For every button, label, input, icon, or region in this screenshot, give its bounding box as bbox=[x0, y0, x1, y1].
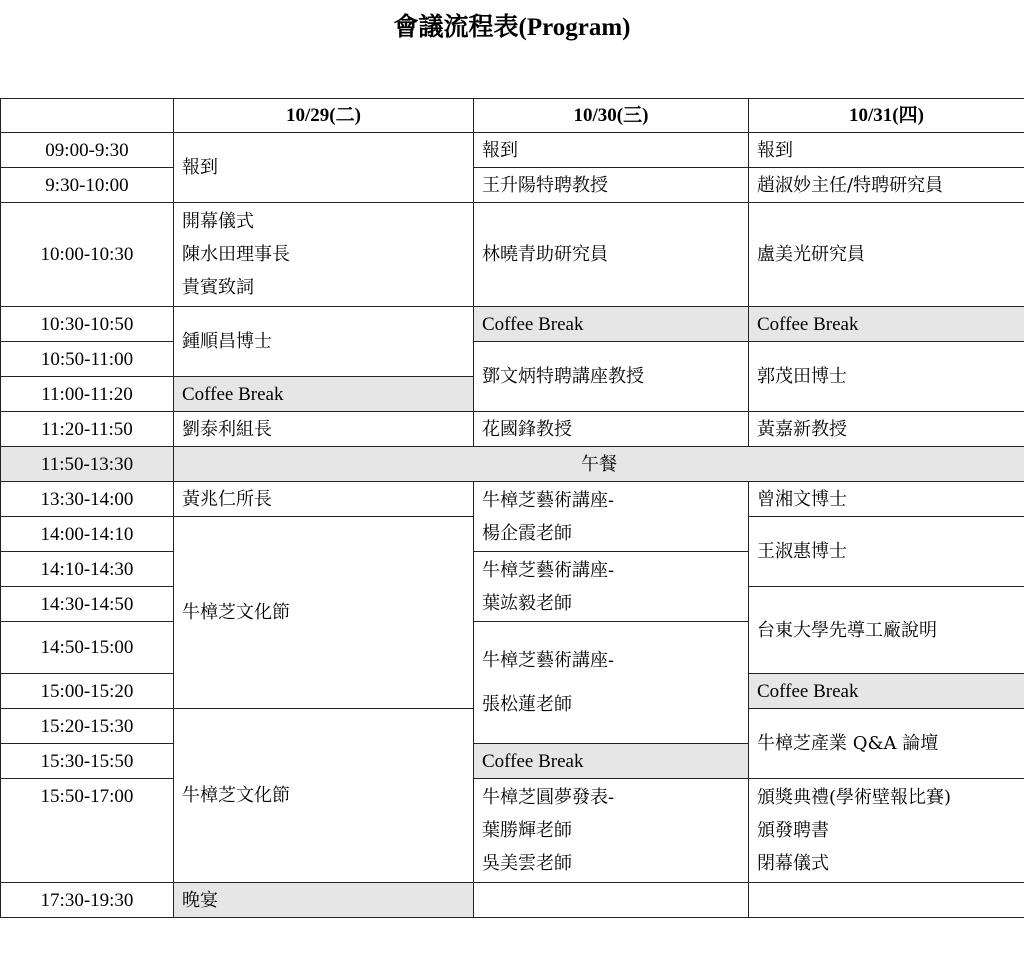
table-row bbox=[1, 412, 1024, 447]
day1-talk-zhong: 鍾順昌博士 bbox=[174, 307, 474, 377]
program-table bbox=[0, 98, 1024, 918]
time-cell: 15:50-17:00 bbox=[1, 779, 174, 883]
time-cell: 9:30-10:00 bbox=[1, 168, 174, 203]
time-cell: 10:00-10:30 bbox=[1, 203, 174, 307]
table-row bbox=[1, 447, 1024, 482]
time-cell: 13:30-14:00 bbox=[1, 482, 174, 517]
day2-talk-wang: 王升陽特聘教授 bbox=[474, 168, 749, 203]
day2-art-lecture-line: 葉竑毅老師 bbox=[482, 592, 572, 614]
day2-art-lecture-line: 楊企霞老師 bbox=[482, 522, 572, 544]
day3-talk-huang: 黃嘉新教授 bbox=[749, 412, 1024, 447]
table-row bbox=[1, 168, 1024, 203]
time-cell: 15:00-15:20 bbox=[1, 674, 174, 709]
day2-dream-line: 吳美雲老師 bbox=[482, 853, 572, 874]
day2-checkin: 報到 bbox=[474, 133, 749, 168]
table-row bbox=[1, 779, 1024, 883]
day3-ntt-intro: 台東大學先導工廠說明 bbox=[749, 587, 1024, 674]
day2-art-lecture-line: 牛樟芝藝術講座- bbox=[482, 489, 615, 511]
day1-opening-line: 貴賓致詞 bbox=[182, 277, 254, 298]
time-cell: 09:00-9:30 bbox=[1, 133, 174, 168]
day2-art-lecture-line: 牛樟芝藝術講座- bbox=[482, 649, 615, 671]
table-row bbox=[1, 342, 1024, 377]
time-cell: 11:20-11:50 bbox=[1, 412, 174, 447]
day3-talk-wang: 王淑惠博士 bbox=[749, 517, 1024, 587]
day3-closing-line: 閉幕儀式 bbox=[757, 853, 829, 874]
day2-art-lecture-line: 牛樟芝藝術講座- bbox=[482, 559, 615, 581]
day2-art-lecture-2 bbox=[474, 552, 749, 622]
day1-coffee-break: Coffee Break bbox=[174, 377, 474, 412]
day3-closing-line: 頒獎典禮(學術壁報比賽) bbox=[757, 787, 952, 808]
time-cell: 10:50-11:00 bbox=[1, 342, 174, 377]
day2-art-lecture-line: 張松蓮老師 bbox=[482, 693, 572, 715]
time-cell: 11:50-13:30 bbox=[1, 447, 174, 482]
page-title: 會議流程表(Program) bbox=[393, 14, 631, 41]
day2-dream-presentation bbox=[474, 779, 749, 883]
header-day2: 10/30(三) bbox=[474, 99, 749, 133]
time-cell: 15:30-15:50 bbox=[1, 744, 174, 779]
day3-coffee-break: Coffee Break bbox=[749, 307, 1024, 342]
header-day3: 10/31(四) bbox=[749, 99, 1024, 133]
day1-opening-line: 開幕儀式 bbox=[182, 211, 254, 232]
day2-art-lecture-1 bbox=[474, 482, 749, 552]
day2-talk-lin: 林曉青助研究員 bbox=[474, 203, 749, 307]
day1-festival: 牛樟芝文化節 bbox=[174, 517, 474, 709]
day1-checkin: 報到 bbox=[174, 133, 474, 203]
table-row bbox=[1, 883, 1024, 918]
time-cell: 10:30-10:50 bbox=[1, 307, 174, 342]
header-row bbox=[1, 99, 1024, 133]
time-cell: 15:20-15:30 bbox=[1, 709, 174, 744]
header-day1: 10/29(二) bbox=[174, 99, 474, 133]
day3-forum: 牛樟芝產業 Q&A 論壇 bbox=[749, 709, 1024, 779]
day2-talk-hua: 花國鋒教授 bbox=[474, 412, 749, 447]
day3-talk-lu: 盧美光研究員 bbox=[749, 203, 1024, 307]
day1-festival: 牛樟芝文化節 bbox=[174, 709, 474, 883]
day3-checkin: 報到 bbox=[749, 133, 1024, 168]
day1-opening-line: 陳水田理事長 bbox=[182, 244, 290, 265]
day1-talk-liu: 劉泰利組長 bbox=[174, 412, 474, 447]
day3-evening-empty bbox=[749, 883, 1024, 918]
time-cell: 14:00-14:10 bbox=[1, 517, 174, 552]
time-cell: 11:00-11:20 bbox=[1, 377, 174, 412]
time-cell: 14:10-14:30 bbox=[1, 552, 174, 587]
day2-art-lecture-3 bbox=[474, 622, 749, 744]
day3-closing-line: 頒發聘書 bbox=[757, 820, 829, 841]
table-row bbox=[1, 203, 1024, 307]
time-cell: 14:50-15:00 bbox=[1, 622, 174, 674]
day2-evening-empty bbox=[474, 883, 749, 918]
day1-coffee-break: Coffee Break bbox=[749, 674, 1024, 709]
day1-dinner: 晚宴 bbox=[174, 883, 474, 918]
day1-opening bbox=[174, 203, 474, 307]
day2-coffee-break: Coffee Break bbox=[474, 307, 749, 342]
day3-talk-zhao: 趙淑妙主任/特聘研究員 bbox=[749, 168, 1024, 203]
day2-talk-deng: 鄧文炳特聘講座教授 bbox=[474, 342, 749, 412]
day3-talk-zeng: 曾湘文博士 bbox=[749, 482, 1024, 517]
day1-talk-huang: 黃兆仁所長 bbox=[174, 482, 474, 517]
day3-talk-guo: 郭茂田博士 bbox=[749, 342, 1024, 412]
day2-dream-line: 牛樟芝圓夢發表- bbox=[482, 787, 615, 808]
time-cell: 17:30-19:30 bbox=[1, 883, 174, 918]
lunch-cell: 午餐 bbox=[174, 447, 1024, 482]
time-cell: 14:30-14:50 bbox=[1, 587, 174, 622]
table-row bbox=[1, 133, 1024, 168]
day2-coffee-break: Coffee Break bbox=[474, 744, 749, 779]
day2-dream-line: 葉勝輝老師 bbox=[482, 820, 572, 841]
day3-closing bbox=[749, 779, 1024, 883]
header-time bbox=[1, 99, 174, 133]
table-row bbox=[1, 482, 1024, 517]
table-row bbox=[1, 307, 1024, 342]
